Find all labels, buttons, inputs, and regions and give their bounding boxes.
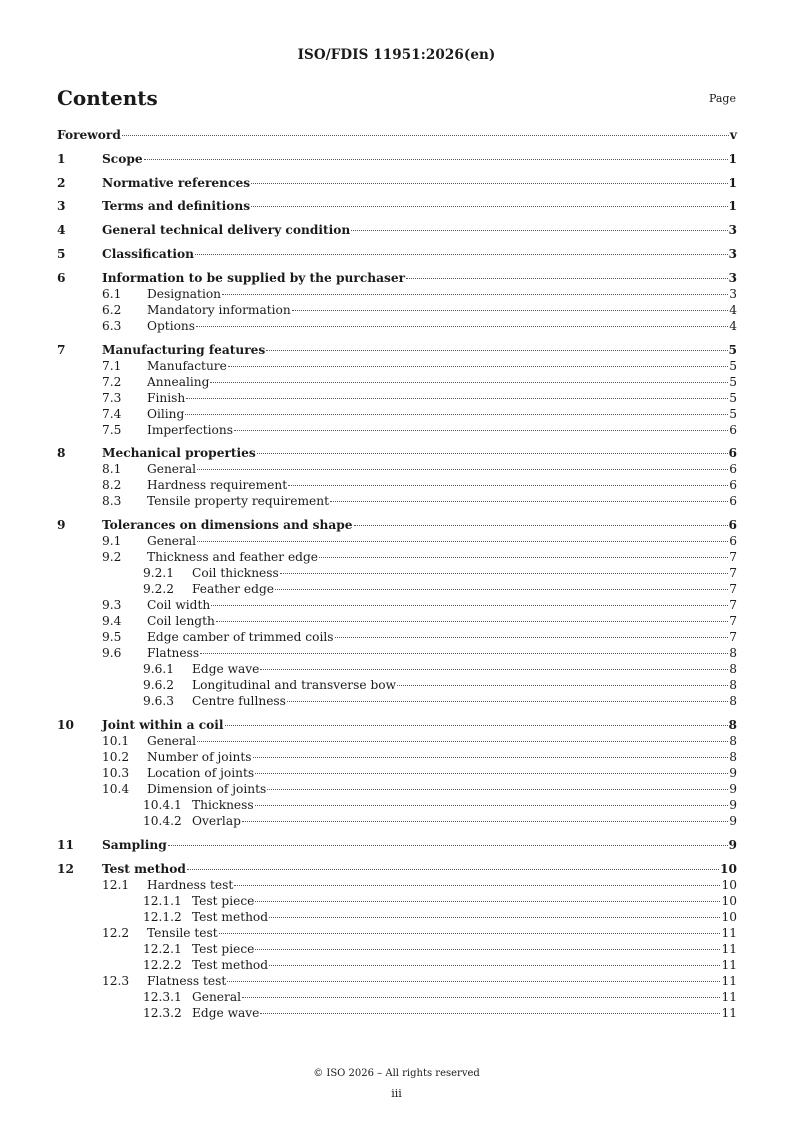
toc-entry[interactable] <box>57 877 737 893</box>
dot-leader <box>257 452 728 454</box>
toc-entry-page: 11 <box>721 941 737 956</box>
toc-entry[interactable] <box>57 989 737 1005</box>
toc-entry-number: 7 <box>57 342 66 357</box>
toc-entry-number: 1 <box>57 151 66 166</box>
toc-entry[interactable] <box>57 677 737 693</box>
toc-entry-number: 9 <box>57 518 66 533</box>
toc-entry[interactable] <box>57 749 737 765</box>
toc-entry[interactable] <box>57 733 737 749</box>
toc-entry[interactable] <box>57 406 737 422</box>
toc-entry-page: 3 <box>728 223 737 238</box>
toc-entry[interactable] <box>57 781 737 797</box>
toc-entry[interactable] <box>57 222 737 238</box>
toc-entry[interactable] <box>57 837 737 853</box>
toc-entry-title: General <box>147 534 196 549</box>
toc-entry-number: 12.3.1 <box>143 989 182 1004</box>
toc-entry-number: 12.1.2 <box>143 909 182 924</box>
toc-entry-page: 7 <box>729 614 737 629</box>
toc-entry-title: General technical delivery condition <box>102 223 351 238</box>
toc-entry-title: Dimension of joints <box>147 781 267 796</box>
toc-entry-page: 8 <box>729 646 737 661</box>
dot-leader <box>260 1012 720 1014</box>
toc-entry[interactable] <box>57 461 737 477</box>
dot-leader <box>351 229 727 231</box>
toc-entry-number: 12.2.1 <box>143 941 182 956</box>
page-number: iii <box>391 1087 402 1100</box>
toc-entry-number: 12.1.1 <box>143 893 182 908</box>
toc-entry-page: 6 <box>729 534 737 549</box>
toc-entry-number: 8.3 <box>102 494 122 509</box>
toc-entry-title: Designation <box>147 286 222 301</box>
toc-entry[interactable] <box>57 717 737 733</box>
toc-entry[interactable] <box>57 270 737 286</box>
toc-entry-page: 9 <box>729 765 737 780</box>
dot-leader <box>251 182 727 184</box>
toc-entry-title: General <box>147 733 196 748</box>
toc-entry-title: Test piece <box>192 941 255 956</box>
toc-entry-title: Joint within a coil <box>102 717 224 732</box>
dot-leader <box>255 948 720 950</box>
toc-entry-page: 7 <box>729 598 737 613</box>
copyright-notice: © ISO 2026 – All rights reserved <box>313 1068 480 1079</box>
toc-entry[interactable] <box>57 597 737 613</box>
toc-entry-page: 7 <box>729 582 737 597</box>
toc-entry-number: 12.3 <box>102 973 130 988</box>
toc-entry-title: Scope <box>102 151 143 166</box>
toc-entry-title: Tolerances on dimensions and shape <box>102 518 353 533</box>
dot-leader <box>227 980 720 982</box>
dot-leader <box>287 700 728 702</box>
toc-entry[interactable] <box>57 342 737 358</box>
toc-entry-number: 7.3 <box>102 390 122 405</box>
toc-entry-page: 1 <box>728 175 737 190</box>
dot-leader <box>185 413 728 415</box>
dot-leader <box>216 620 728 622</box>
toc-entry-number: 9.5 <box>102 630 122 645</box>
toc-entry-page: v <box>729 128 737 142</box>
toc-entry[interactable] <box>57 477 737 493</box>
toc-entry-number: 11 <box>57 837 74 852</box>
toc-entry[interactable] <box>57 445 737 461</box>
toc-entry-page: 3 <box>728 246 737 261</box>
toc-entry[interactable] <box>57 390 737 406</box>
toc-entry-page: 8 <box>729 733 737 748</box>
toc-entry-page: 9 <box>728 837 737 852</box>
toc-entry-number: 12.1 <box>102 877 130 892</box>
toc-entry-title: Hardness requirement <box>147 478 288 493</box>
toc-entry[interactable] <box>57 286 737 302</box>
dot-leader <box>292 309 729 311</box>
toc-entry-number: 10.2 <box>102 749 130 764</box>
dot-leader <box>251 205 727 207</box>
toc-entry[interactable] <box>57 533 737 549</box>
toc-entry[interactable] <box>57 957 737 973</box>
toc-entry-page: 10 <box>720 861 737 876</box>
toc-entry-page: 6 <box>729 462 737 477</box>
toc-entry[interactable] <box>57 909 737 925</box>
toc-entry-number: 8.2 <box>102 478 122 493</box>
toc-entry-page: 8 <box>729 749 737 764</box>
toc-entry-title: Coil length <box>147 614 215 629</box>
toc-entry-page: 5 <box>729 358 737 373</box>
toc-entry-title: Edge wave <box>192 1005 260 1020</box>
toc-entry-title: Coil width <box>147 598 211 613</box>
dot-leader <box>253 756 729 758</box>
toc-entry-number: 4 <box>57 223 66 238</box>
toc-entry-title: Coil thickness <box>192 566 279 581</box>
toc-entry-page: 10 <box>721 893 737 908</box>
toc-entry-page: 11 <box>721 1005 737 1020</box>
toc-entry-page: 4 <box>729 318 737 333</box>
page-column-label: Page <box>708 92 736 105</box>
toc-entry-title: Mechanical properties <box>102 446 256 461</box>
toc-entry-page: 6 <box>729 478 737 493</box>
dot-leader <box>266 349 727 351</box>
toc-entry-number: 9.4 <box>102 614 122 629</box>
toc-entry-title: Number of joints <box>147 749 252 764</box>
toc-entry[interactable] <box>57 813 737 829</box>
toc-entry-number: 2 <box>57 175 66 190</box>
toc-entry-title: Manufacturing features <box>102 342 266 357</box>
dot-leader <box>255 772 728 774</box>
toc-entry-number: 10 <box>57 717 74 732</box>
dot-leader <box>225 724 728 726</box>
toc-entry-number: 6.1 <box>102 286 122 301</box>
toc-entry-title: Test method <box>102 861 186 876</box>
toc-entry[interactable] <box>57 549 737 565</box>
toc-entry-title: Centre fullness <box>192 694 286 709</box>
toc-entry-page: 10 <box>721 877 737 892</box>
toc-entry[interactable] <box>57 581 737 597</box>
toc-entry[interactable] <box>57 1005 737 1021</box>
toc-entry-number: 8 <box>57 446 66 461</box>
dot-leader <box>242 820 728 822</box>
dot-leader <box>280 572 728 574</box>
toc-entry[interactable] <box>57 661 737 677</box>
toc-entry-number: 9.1 <box>102 534 122 549</box>
toc-entry-number: 9.2.1 <box>143 566 175 581</box>
dot-leader <box>255 900 720 902</box>
dot-leader <box>269 964 720 966</box>
toc-entry-page: 11 <box>721 989 737 1004</box>
toc-entry-page: 11 <box>721 925 737 940</box>
toc-entry-page: 3 <box>728 270 737 285</box>
toc-entry-title: Hardness test <box>147 877 234 892</box>
toc-entry[interactable] <box>57 374 737 390</box>
toc-entry-page: 6 <box>728 518 737 533</box>
dot-leader <box>269 916 720 918</box>
toc-entry[interactable] <box>57 565 737 581</box>
toc-entry-page: 6 <box>728 446 737 461</box>
toc-entry-title: Tensile test <box>147 925 218 940</box>
toc-entry-page: 1 <box>728 151 737 166</box>
dot-leader <box>288 484 728 486</box>
dot-leader <box>195 253 728 255</box>
toc-entry-page: 5 <box>729 390 737 405</box>
toc-entry-title: Sampling <box>102 837 167 852</box>
dot-leader <box>234 429 728 431</box>
dot-leader <box>196 325 728 327</box>
toc-entry-title: Information to be supplied by the purchaser <box>102 270 406 285</box>
document-id-header: ISO/FDIS 11951:2026(en) <box>297 47 496 63</box>
dot-leader <box>197 740 728 742</box>
toc-entry-title: Overlap <box>192 813 241 828</box>
toc-entry[interactable] <box>57 422 737 438</box>
toc-entry-number: 10.4 <box>102 781 130 796</box>
toc-entry-page: 7 <box>729 550 737 565</box>
toc-entry-page: 7 <box>729 566 737 581</box>
toc-entry-title: Normative references <box>102 175 251 190</box>
toc-entry[interactable] <box>57 765 737 781</box>
toc-entry-number: 10.4.1 <box>143 797 182 812</box>
toc-entry-page: 4 <box>729 302 737 317</box>
toc-entry-page: 7 <box>729 630 737 645</box>
toc-entry-number: 10.3 <box>102 765 130 780</box>
toc-entry-page: 9 <box>729 813 737 828</box>
toc-entry-number: 9.2 <box>102 550 122 565</box>
toc-entry[interactable] <box>57 629 737 645</box>
toc-entry-page: 5 <box>728 342 737 357</box>
toc-entry-title: Thickness <box>192 797 254 812</box>
toc-entry-page: 5 <box>729 374 737 389</box>
toc-entry-page: 6 <box>729 422 737 437</box>
dot-leader <box>168 844 728 846</box>
toc-entry[interactable] <box>57 797 737 813</box>
dot-leader <box>222 293 728 295</box>
dot-leader <box>228 365 728 367</box>
dot-leader <box>242 996 720 998</box>
toc-entry-number: 6.3 <box>102 318 122 333</box>
toc-entry-title: Finish <box>147 390 186 405</box>
toc-entry-number: 12.2.2 <box>143 957 182 972</box>
toc-entry-page: 3 <box>729 286 737 301</box>
toc-entry[interactable] <box>57 175 737 191</box>
dot-leader <box>219 932 721 934</box>
toc-entry-title: Feather edge <box>192 582 274 597</box>
toc-entry-title: Test method <box>192 957 269 972</box>
toc-entry[interactable] <box>57 198 737 214</box>
toc-entry-title: Flatness test <box>147 973 227 988</box>
toc-entry-title: Options <box>147 318 196 333</box>
dot-leader <box>144 158 728 160</box>
dot-leader <box>319 556 728 558</box>
dot-leader <box>335 636 729 638</box>
dot-leader <box>197 540 728 542</box>
toc-entry-number: 7.1 <box>102 358 122 373</box>
toc-entry[interactable] <box>57 693 737 709</box>
toc-entry-page: 11 <box>721 973 737 988</box>
toc-entry-title: General <box>192 989 241 1004</box>
toc-entry-number: 5 <box>57 246 66 261</box>
toc-entry[interactable] <box>57 151 737 167</box>
toc-entry-number: 8.1 <box>102 462 122 477</box>
toc-entry-title: Location of joints <box>147 765 255 780</box>
toc-entry-page: 6 <box>729 494 737 509</box>
toc-entry-title: Flatness <box>147 646 200 661</box>
contents-title: Contents <box>57 86 158 110</box>
toc-entry[interactable] <box>57 517 737 533</box>
toc-entry[interactable] <box>57 127 737 143</box>
toc-entry-number: 10.1 <box>102 733 130 748</box>
toc-entry[interactable] <box>57 358 737 374</box>
toc-entry-title: Manufacture <box>147 358 227 373</box>
toc-entry-page: 9 <box>729 797 737 812</box>
toc-entry-number: 12 <box>57 861 74 876</box>
dot-leader <box>210 381 728 383</box>
toc-entry-title: Mandatory information <box>147 302 291 317</box>
toc-entry[interactable] <box>57 645 737 661</box>
toc-entry-page: 8 <box>729 662 737 677</box>
toc-entry[interactable] <box>57 493 737 509</box>
dot-leader <box>211 604 728 606</box>
dot-leader <box>267 788 728 790</box>
toc-entry-title: Foreword <box>57 128 121 142</box>
dot-leader <box>234 884 720 886</box>
dot-leader <box>197 468 728 470</box>
dot-leader <box>186 397 728 399</box>
toc-entry-page: 9 <box>729 781 737 796</box>
toc-entry-number: 6.2 <box>102 302 122 317</box>
dot-leader <box>330 500 728 502</box>
dot-leader <box>275 588 728 590</box>
toc-entry-number: 9.3 <box>102 598 122 613</box>
toc-entry-title: Test piece <box>192 893 255 908</box>
toc-entry-number: 6 <box>57 270 66 285</box>
toc-entry-title: Terms and definitions <box>102 199 251 214</box>
toc-entry-title: Imperfections <box>147 422 233 437</box>
toc-entry-page: 8 <box>729 678 737 693</box>
toc-entry-page: 8 <box>728 717 737 732</box>
toc-entry-title: Classification <box>102 246 195 261</box>
toc-entry[interactable] <box>57 925 737 941</box>
toc-entry[interactable] <box>57 613 737 629</box>
toc-entry[interactable] <box>57 861 737 877</box>
toc-entry-number: 9.6.3 <box>143 694 175 709</box>
toc-entry-number: 9.6.2 <box>143 678 175 693</box>
toc-entry-number: 7.5 <box>102 422 122 437</box>
toc-entry-number: 12.3.2 <box>143 1005 182 1020</box>
toc-entry-title: Test method <box>192 909 269 924</box>
toc-entry-page: 10 <box>721 909 737 924</box>
toc-entry-title: Tensile property requirement <box>147 494 329 509</box>
toc-entry[interactable] <box>57 246 737 262</box>
toc-entry[interactable] <box>57 318 737 334</box>
toc-entry-page: 1 <box>728 199 737 214</box>
dot-leader <box>406 277 727 279</box>
toc-entry[interactable] <box>57 302 737 318</box>
toc-entry-title: Thickness and feather edge <box>147 550 318 565</box>
toc-entry-number: 7.2 <box>102 374 122 389</box>
toc-entry-title: Edge wave <box>192 662 260 677</box>
toc-entry-title: General <box>147 462 196 477</box>
toc-entry-number: 9.2.2 <box>143 582 175 597</box>
toc-entry-title: Oiling <box>147 406 185 421</box>
toc-entry-title: Edge camber of trimmed coils <box>147 630 334 645</box>
toc-entry[interactable] <box>57 941 737 957</box>
toc-entry-number: 3 <box>57 199 66 214</box>
toc-entry-page: 8 <box>729 694 737 709</box>
dot-leader <box>255 804 729 806</box>
toc-entry-number: 9.6 <box>102 646 122 661</box>
table-of-contents <box>57 127 737 1021</box>
dot-leader <box>260 668 728 670</box>
toc-entry-number: 7.4 <box>102 406 122 421</box>
toc-entry-number: 10.4.2 <box>143 813 182 828</box>
dot-leader <box>354 524 728 526</box>
toc-entry-title: Longitudinal and transverse bow <box>192 678 397 693</box>
toc-entry-number: 12.2 <box>102 925 130 940</box>
toc-entry-page: 5 <box>729 406 737 421</box>
dot-leader <box>122 134 729 136</box>
toc-entry-page: 11 <box>721 957 737 972</box>
dot-leader <box>187 868 719 870</box>
dot-leader <box>200 652 728 654</box>
toc-entry[interactable] <box>57 973 737 989</box>
toc-entry-number: 9.6.1 <box>143 662 175 677</box>
toc-entry[interactable] <box>57 893 737 909</box>
toc-entry-title: Annealing <box>147 374 210 389</box>
dot-leader <box>397 684 728 686</box>
